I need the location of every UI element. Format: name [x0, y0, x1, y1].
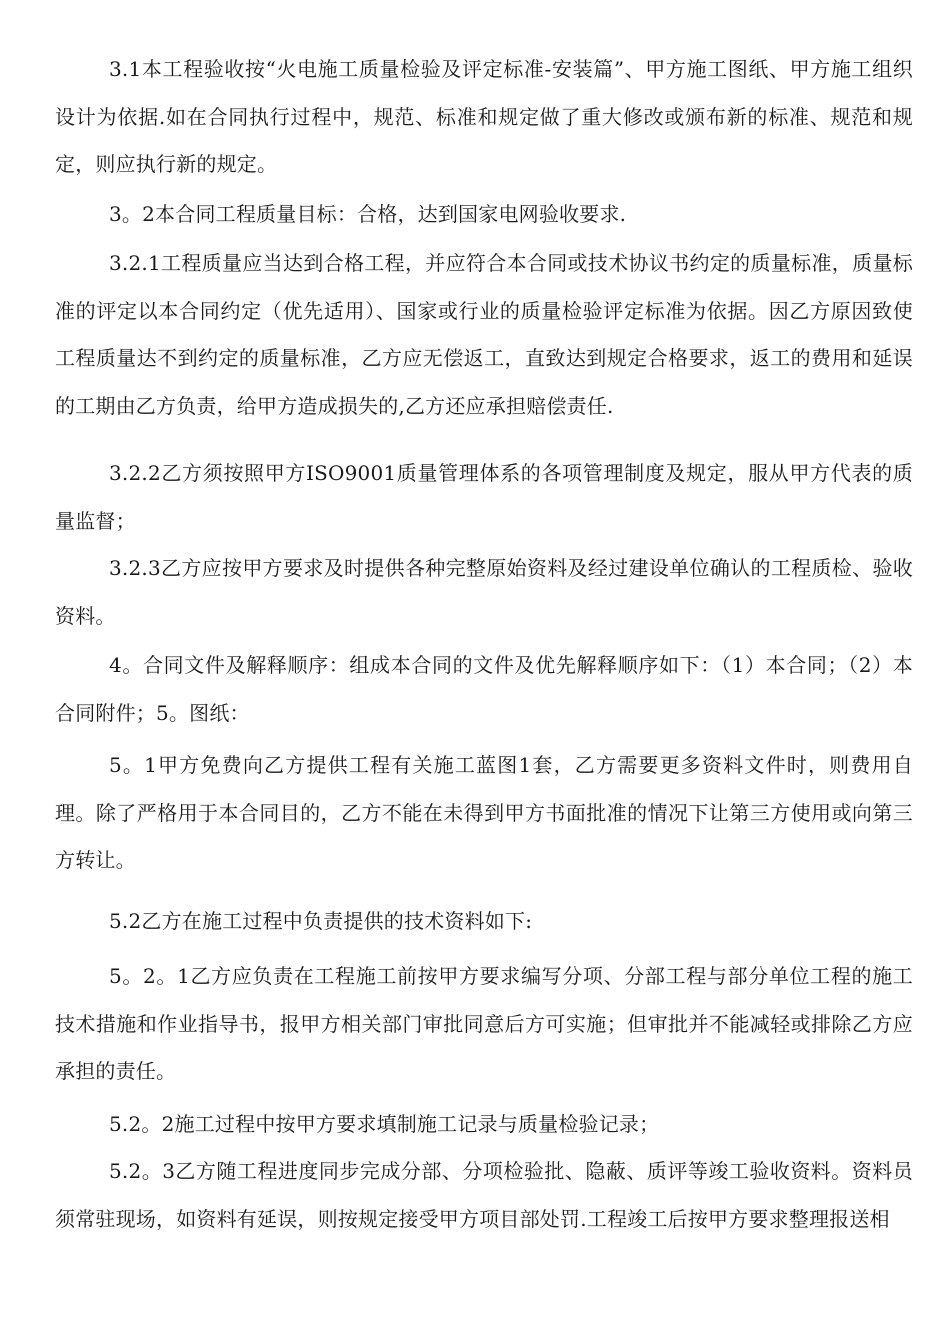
- paragraph-5-2-1: 5。2。1乙方应负责在工程施工前按甲方要求编写分项、分部工程与部分单位工程的施工技术措施和作业指导书，报甲方相关部门审批同意后方可实施；但审批并不能减轻或排除乙方应承担的责任。: [55, 964, 913, 1083]
- paragraph-5-1: 5。1甲方免费向乙方提供工程有关施工蓝图1套，乙方需要更多资料文件时，则费用自理。除了严格用于本合同目的，乙方不能在未得到甲方书面批准的情况下让第三方使用或向第三方转让。: [55, 753, 913, 872]
- paragraph-5-2-3: 5.2。3乙方随工程进度同步完成分部、分项检验批、隐蔽、质评等竣工验收资料。资料员须常驻现场，如资料有延误，则按规定接受甲方项目部处罚.工程竣工后按甲方要求整理报送相: [55, 1159, 913, 1231]
- paragraph-3-2-3: 3.2.3乙方应按甲方要求及时提供各种完整原始资料及经过建设单位确认的工程质检、验收资料。: [55, 556, 913, 628]
- paragraph-3-2-2: 3.2.2乙方须按照甲方ISO9001质量管理体系的各项管理制度及规定，服从甲方代表的质量监督；: [55, 461, 913, 533]
- paragraph-5-2-2: 5.2。2施工过程中按甲方要求填制施工记录与质量检验记录；: [109, 1112, 660, 1136]
- paragraph-3-2: 3。2本合同工程质量目标：合格，达到国家电网验收要求.: [109, 202, 627, 226]
- paragraph-3-2-1: 3.2.1工程质量应当达到合格工程，并应符合本合同或技术协议书约定的质量标准，质量标准的评定以本合同约定（优先适用）、国家或行业的质量检验评定标准为依据。因乙方原因致使工程质量达不到约定的质量标准，乙方应无偿返工，直致达到规定合格要求，返工的费用和延误的工期由乙方负责，给甲方造成损失的,乙方还应承担赔偿责任.: [55, 251, 913, 418]
- paragraph-4: 4。合同文件及解释顺序：组成本合同的文件及优先解释顺序如下：（1）本合同；（2）本合同附件；5。图纸：: [55, 653, 913, 725]
- paragraph-3-1: 3.1本工程验收按“火电施工质量检验及评定标准-安装篇”、甲方施工图纸、甲方施工组织设计为依据.如在合同执行过程中，规范、标准和规定做了重大修改或颁布新的标准、规范和规定，则应执行新的规定。: [55, 57, 913, 176]
- paragraph-5-2: 5.2乙方在施工过程中负责提供的技术资料如下:: [109, 909, 533, 933]
